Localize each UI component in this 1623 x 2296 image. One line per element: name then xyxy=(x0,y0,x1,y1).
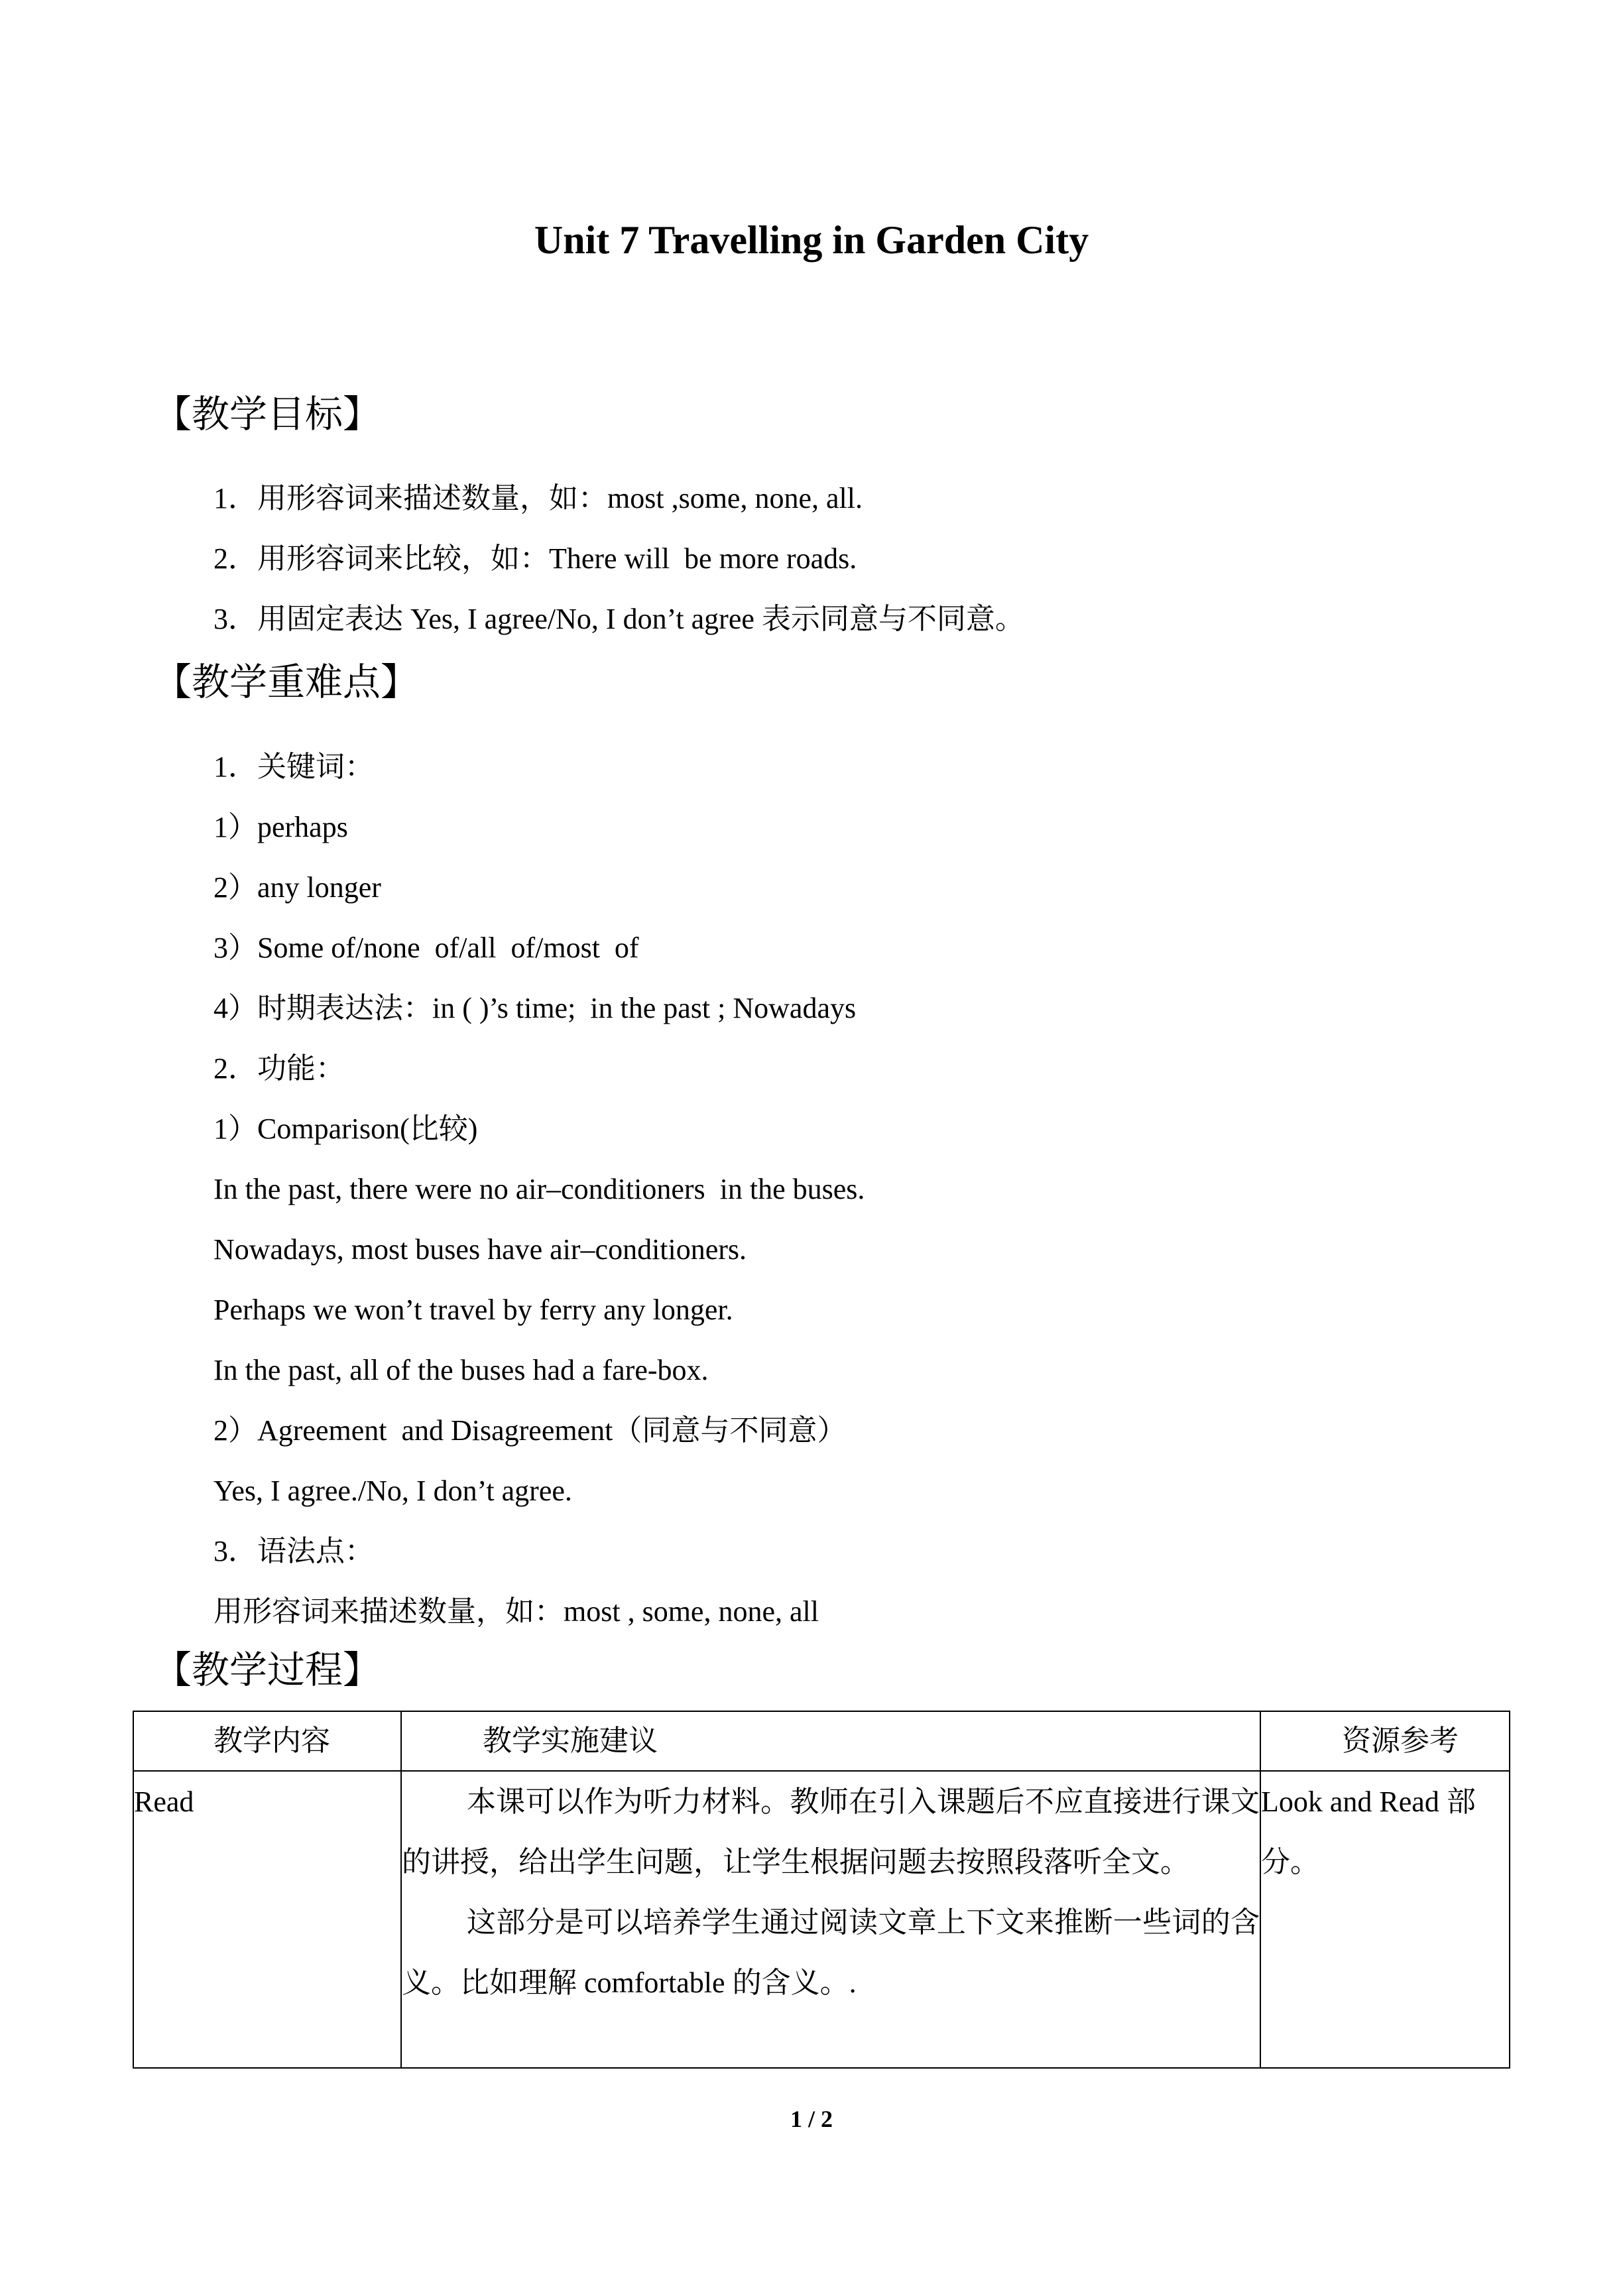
key-point-line: In the past, all of the buses had a fare-box. xyxy=(213,1354,709,1386)
key-point-line: 2）Agreement and Disagreement（同意与不同意） xyxy=(213,1414,847,1447)
key-point-line: 用形容词来描述数量，如：most , some, none, all xyxy=(213,1595,819,1628)
key-point-line: 3）Some of/none of/all of/most of xyxy=(213,932,639,964)
key-point-line: In the past, there were no air–conditioners in the buses. xyxy=(213,1173,865,1205)
heading-process: 【教学过程】 xyxy=(154,1650,381,1691)
objective-item-1: 1．用形容词来描述数量，如：most ,some, none, all. xyxy=(213,482,863,514)
key-point-line: 2．功能： xyxy=(213,1052,345,1085)
table-header-row xyxy=(133,1711,1510,1771)
advice-paragraph: 这部分是可以培养学生通过阅读文章上下文来推断一些词的含义。比如理解 comfortable 的含义。. xyxy=(402,1906,1260,1999)
cell-resource: Look and Read 部分。 xyxy=(1260,1771,1510,2068)
objective-item-3: 3．用固定表达 Yes, I agree/No, I don’t agree 表示同意与不同意。 xyxy=(213,603,1024,635)
key-point-line: Nowadays, most buses have air–conditioners. xyxy=(213,1233,747,1266)
cell-advice xyxy=(401,1771,1260,2068)
objective-item-2: 2．用形容词来比较，如：There will be more roads. xyxy=(213,542,857,575)
document-title: Unit 7 Travelling in Garden City xyxy=(534,218,1089,262)
page-number: 1 / 2 xyxy=(790,2106,833,2132)
table-row xyxy=(133,1771,1510,2068)
teaching-process-table xyxy=(133,1711,1510,2069)
key-point-line: 1．关键词： xyxy=(213,751,374,783)
header-advice: 教学实施建议 xyxy=(401,1711,1260,1771)
heading-objectives: 【教学目标】 xyxy=(154,394,381,436)
key-point-line: 4）时期表达法：in ( )’s time; in the past ; Nowadays xyxy=(213,992,857,1024)
key-point-line: 1）perhaps xyxy=(213,811,348,843)
key-point-line: 2）any longer xyxy=(213,871,381,904)
advice-paragraph: 本课可以作为听力材料。教师在引入课题后不应直接进行课文的讲授，给出学生问题，让学生根据问题去按照段落听全文。 xyxy=(402,1785,1260,1878)
heading-key-points: 【教学重难点】 xyxy=(154,662,418,703)
cell-content: Read xyxy=(133,1771,401,2068)
header-resource: 资源参考 xyxy=(1260,1711,1510,1771)
key-point-line: 1）Comparison(比较) xyxy=(213,1113,478,1145)
key-point-line: Perhaps we won’t travel by ferry any longer. xyxy=(213,1294,733,1326)
header-content: 教学内容 xyxy=(133,1711,401,1771)
key-point-line: 3．语法点： xyxy=(213,1535,374,1567)
key-point-line: Yes, I agree./No, I don’t agree. xyxy=(213,1475,572,1507)
